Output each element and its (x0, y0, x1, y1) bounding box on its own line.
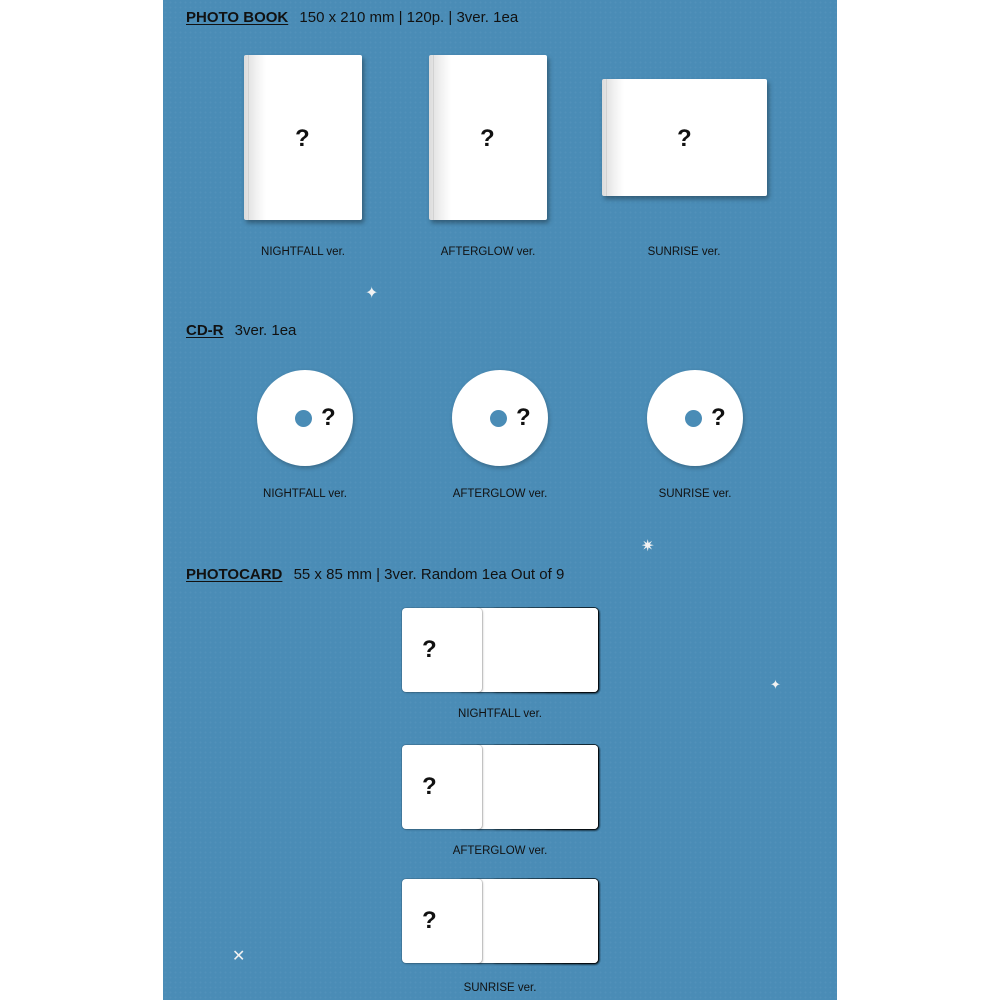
question-mark: ? (321, 404, 336, 431)
cdr-label-nightfall: NIGHTFALL ver. (263, 488, 347, 500)
photobook-afterglow (429, 55, 547, 220)
cd-hole (490, 410, 507, 427)
cdr-title: CD-R (186, 322, 224, 339)
sparkle-icon: ✦ (770, 677, 781, 692)
photocard-front (402, 879, 482, 963)
sparkle-icon: ✷ (641, 538, 655, 555)
photobook-label-sunrise: SUNRISE ver. (647, 246, 721, 258)
cd-nightfall (257, 370, 353, 466)
question-mark: ? (422, 773, 437, 800)
question-mark: ? (480, 125, 495, 152)
cd-afterglow (452, 370, 548, 466)
question-mark: ? (422, 907, 437, 934)
photocard-front (402, 745, 482, 829)
photocard-deck-sunrise (402, 879, 598, 967)
question-mark: ? (295, 125, 310, 152)
photocard-label-sunrise: SUNRISE ver. (463, 982, 537, 994)
photobook-label-nightfall: NIGHTFALL ver. (261, 246, 345, 258)
question-mark: ? (516, 404, 531, 431)
photobook-spec: 150 x 210 mm | 120p. | 3ver. 1ea (299, 9, 519, 26)
cdr-label-sunrise: SUNRISE ver. (658, 488, 732, 500)
photocard-label-nightfall: NIGHTFALL ver. (458, 708, 542, 720)
photocard-deck-afterglow (402, 745, 598, 833)
photobook-label-afterglow: AFTERGLOW ver. (440, 246, 536, 258)
photobook-nightfall (244, 55, 362, 220)
question-mark: ? (711, 404, 726, 431)
sparkle-icon: ✦ (365, 285, 379, 302)
cdr-section-title (186, 322, 296, 339)
photocard-spec: 55 x 85 mm | 3ver. Random 1ea Out of 9 (293, 566, 565, 583)
cd-hole (685, 410, 702, 427)
photobook-section-title (186, 9, 518, 26)
photocard-front (402, 608, 482, 692)
cd-hole (295, 410, 312, 427)
photocard-section-title (186, 566, 564, 583)
question-mark: ? (422, 636, 437, 663)
photobook-sunrise (602, 79, 767, 196)
photocard-title: PHOTOCARD (186, 566, 283, 583)
cd-sunrise (647, 370, 743, 466)
photobook-title: PHOTO BOOK (186, 9, 289, 26)
photocard-label-afterglow: AFTERGLOW ver. (452, 845, 548, 857)
cdr-spec: 3ver. 1ea (234, 322, 297, 339)
sparkle-icon: ✕ (232, 948, 246, 965)
cdr-label-afterglow: AFTERGLOW ver. (452, 488, 548, 500)
question-mark: ? (677, 125, 692, 152)
photocard-deck-nightfall (402, 608, 598, 696)
